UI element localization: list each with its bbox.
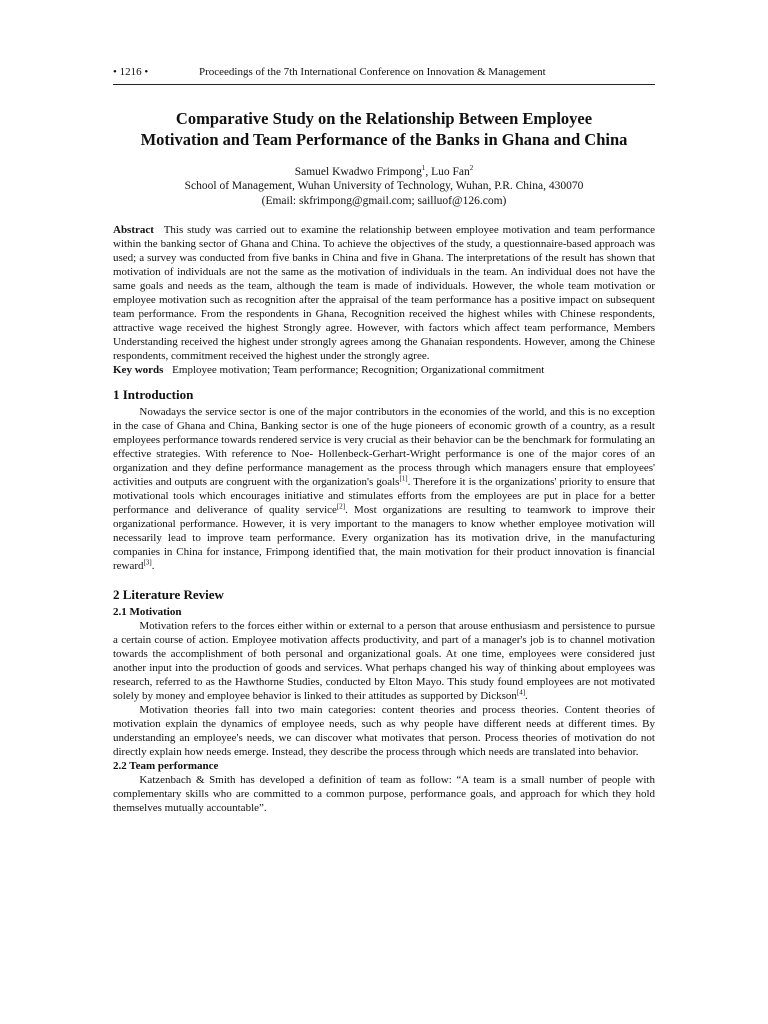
title-line-1: Comparative Study on the Relationship Between Employee — [175, 109, 593, 128]
motivation-text-a: Motivation refers to the forces either within or external to a person that arouse enthusiasm and persistence to pursue a certain course of action. Employee motivation affects productivity, and part of a manager's job is to channel motivation towards the accomplishment of both personal and organizational goals. At one time, employees were considered just another input into the production of goods and services. What perhaps changed his way of thinking about employees was research, referred to as the Hawthorne Studies, conducted by Elton Mayo. This study found employees are not motivated solely by money and employee behavior is linked to their attitudes as supported by Dickson — [113, 620, 655, 703]
section-heading-introduction: 1 Introduction — [113, 387, 194, 403]
keywords — [113, 363, 655, 377]
section-heading-literature: 2 Literature Review — [113, 587, 224, 603]
intro-text-a: Nowadays the service sector is one of the major contributors in the economies of the world, and this is no exception in the case of Ghana and China, Banking sector is one of the huge pioneers of economic growth of a country, as a result employees performance towards rendered service is very crucial as their behavior can be the benchmark for formulating an effective strategies. With reference to Noe- Hollenbeck-Gerhart-Wright performance is one of the major cores of an organization and they define performance management as the process through which managers ensure that employees' activities and outputs are congruent with the organization's goals — [113, 406, 655, 489]
page-number: • 1216 • — [113, 66, 149, 78]
author-2: , Luo Fan — [425, 165, 470, 178]
intro-text-b: . Therefore it is the organizations' priority to ensure that motivational tools which encourages initiative and stimulates efforts from the employees are put in place for a better performance and deliverance of quality service — [113, 476, 656, 517]
citation-3: [3] — [143, 558, 152, 567]
citation-4: [4] — [516, 688, 526, 697]
paper-title — [113, 108, 655, 150]
motivation-paragraph-2: Motivation theories fall into two main categories: content theories and process theories. Content theories of motivation explain the dynamics of employee needs, such as why people have different needs at different times. By understanding an employee's needs, we can discover what motivates that person. Process theories of motivation do not directly explain how needs emerge. Instead, they describe the process through which needs are translated into behavior. — [113, 704, 655, 759]
subsection-heading-team-performance: 2.2 Team performance — [113, 760, 219, 773]
team-performance-paragraph: Katzenbach & Smith has developed a definition of team as follow: “A team is a small number of people with complementary skills who are committed to a common purpose, performance goals, and approach for which they hold themselves mutually accountable”. — [113, 774, 655, 815]
motivation-text-b: . — [525, 690, 528, 703]
citation-1: [1] — [399, 474, 408, 483]
author-1: Samuel Kwadwo Frimpong — [294, 165, 422, 178]
intro-paragraph — [113, 405, 655, 573]
abstract — [113, 223, 655, 363]
paper-page — [113, 66, 655, 815]
author-block — [113, 161, 655, 208]
author-1-affil: 1 — [421, 164, 426, 172]
running-header — [113, 66, 655, 85]
intro-text-d: . — [151, 560, 155, 573]
journal-name: Proceedings of the 7th International Conference on Innovation & Management — [199, 66, 546, 78]
abstract-label: Abstract — [113, 224, 154, 237]
subsection-heading-motivation: 2.1 Motivation — [113, 606, 182, 619]
keywords-text: Employee motivation; Team performance; Recognition; Organizational commitment — [172, 364, 545, 377]
affiliation: School of Management, Wuhan University of Technology, Wuhan, P.R. China, 430070 — [184, 180, 584, 193]
title-line-2: Motivation and Team Performance of the Banks in Ghana and China — [140, 130, 628, 149]
citation-2: [2] — [336, 502, 346, 511]
email: (Email: skfrimpong@gmail.com; sailluof@126.com) — [261, 194, 507, 207]
intro-text-c: . Most organizations are resulting to teamwork to improve their organizational performance. However, it is very important to the managers to know whether employee motivation will necessarily lead to improve team performance. Every organization has its motivation drive, in the manufacturing companies in China for instance, Frimpong identified that, the main motivation for their product innovation is financial reward — [113, 504, 655, 573]
author-names — [113, 161, 655, 179]
author-2-affil: 2 — [469, 164, 474, 172]
motivation-paragraph-1 — [113, 619, 655, 703]
abstract-text: This study was carried out to examine the relationship between employee motivation and team performance within the banking sector of Ghana and China. To achieve the objectives of the study, a questionnaire-based approach was used; a survey was conducted from five banks in China and five in Ghana. The interpretations of the result has shown that motivation of individuals are not the same as the motivation of individuals in the team. An individual does not have the same goals and needs as the team, although the team is made of individuals. However, the whole team motivation or employee motivation such as recognition after the appraisal of the team performance has a positive impact on subsequent team performance. From the respondents in Ghana, Recognition received the highest whiles with Chinese respondents, attractive wage received the highest Strongly agree. However, with factors which affect team performance, Members Understanding received the highest under strongly agrees among the Ghanaian respondents. However, among the Chinese respondents, commitment received the highest under the strongly agree. — [113, 224, 655, 363]
keywords-label: Key words — [113, 364, 164, 377]
